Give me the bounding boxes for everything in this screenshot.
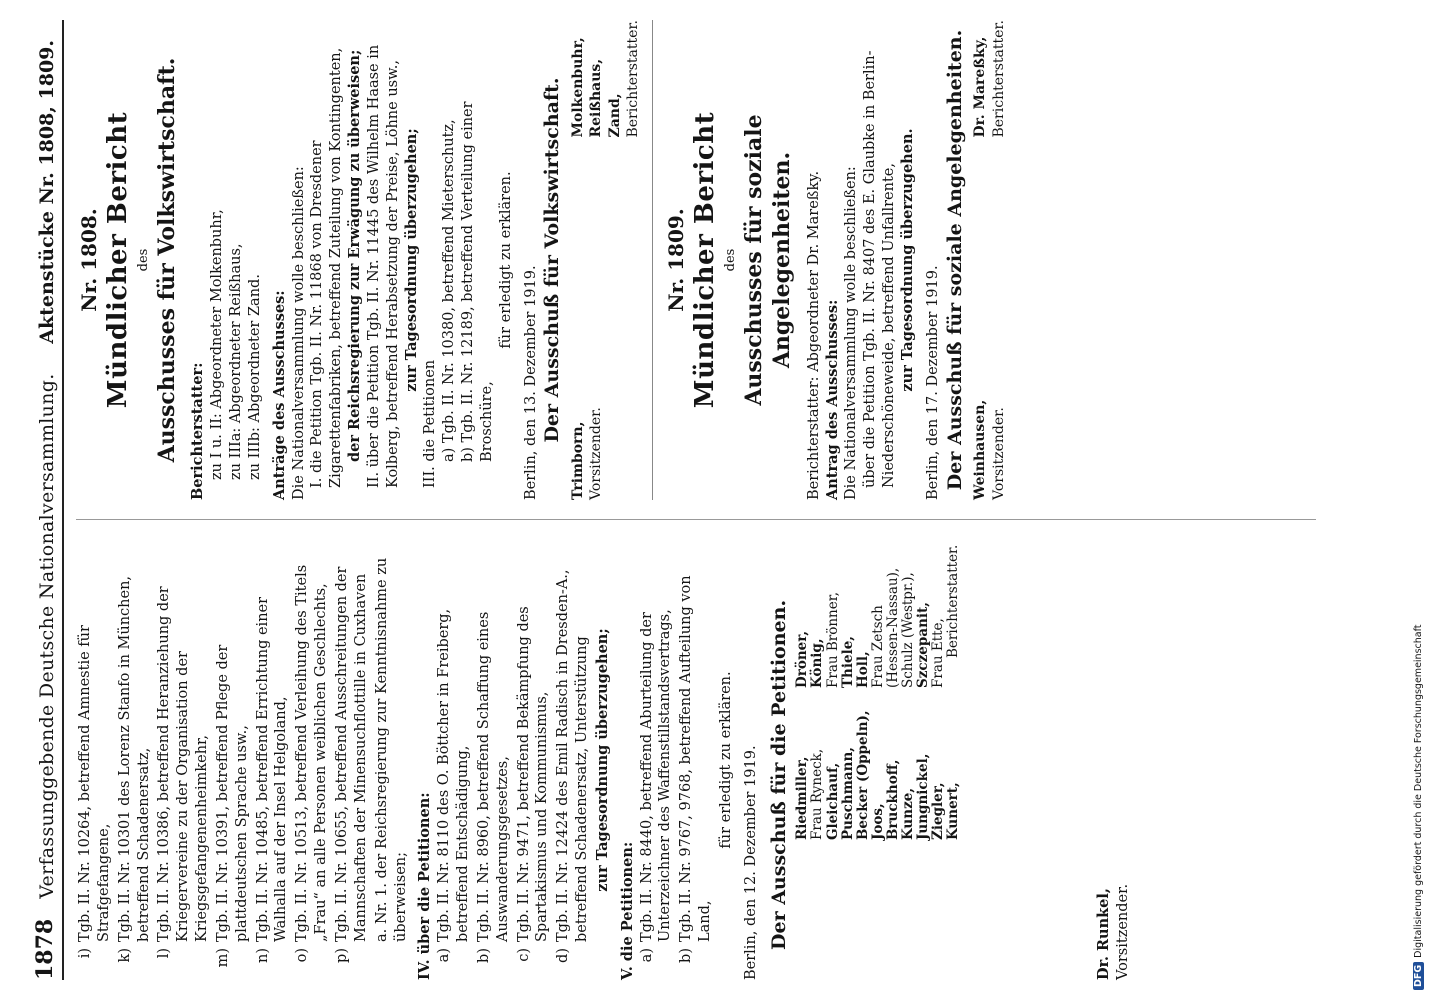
list-item: b) Tgb. II. Nr. 9767, 9768, betreffend Aufteilung von Land,: [678, 575, 714, 963]
list-item: n) Tgb. II. Nr. 10485, betreffend Errichtung einer Walhalla auf der Insel Helgoland,: [254, 596, 290, 963]
doc-number-1808: Nr. 1808.: [77, 208, 101, 312]
list-item: p) Tgb. II. Nr. 10655, betreffend Ausschreitungen der Mannschaften der Minensuchflottille in Cuxhaven: [333, 566, 369, 963]
publication-title: Verfassunggebende Deutsche Nationalversammlung.: [36, 373, 58, 899]
right-column: [76, 20, 1316, 500]
motion-heading-2: Antrag des Ausschusses:: [823, 299, 841, 500]
reporter-block-2: [971, 20, 1007, 138]
committee-title-1: Ausschusses für Volkswirtschaft.: [153, 57, 180, 463]
section-divider: [652, 20, 653, 500]
member: Gleichauf,: [824, 762, 841, 840]
motion-text-2: über die Petition Tgb. II. Nr. 8407 des E. Glaubke in Berlin-Niederschöneweide, betreffend Unfallrente,: [862, 50, 898, 488]
left-column: [76, 540, 1132, 980]
section-v-resolution: für erledigt zu erklären.: [718, 671, 734, 849]
motions-intro: Die Nationalversammlung wolle beschließen:: [290, 166, 307, 500]
list-item: c) Tgb. II. Nr. 9471, betreffend Bekämpfung des Spartakismus und Kommunismus,: [515, 606, 551, 962]
reporter-role: Berichterstatter.: [990, 20, 1007, 138]
column-divider: [76, 519, 1316, 520]
member: Kunze,: [900, 787, 917, 840]
member: Frau Ette,: [930, 618, 947, 688]
member: Joos,: [869, 803, 886, 840]
reporter-name: Zand,: [606, 93, 623, 138]
signatures-1: [569, 20, 642, 500]
member: Jungnickel,: [915, 753, 932, 840]
chair-block: [795, 840, 1133, 980]
digitization-credit-text: Digitalisierung gefördert durch die Deutsche Forschungsgemeinschaft: [1412, 624, 1424, 958]
member: Szczepanit,: [915, 602, 932, 688]
reporters-block-1: [189, 20, 264, 500]
reporter-line: zu IIIb: Abgeordneter Zand.: [246, 274, 263, 480]
member: Schulz (Westpr.),: [900, 572, 917, 688]
member: Puschmann,: [839, 747, 856, 840]
doc-number-1809: Nr. 1809.: [663, 208, 688, 312]
member: Kunert,: [945, 782, 962, 840]
section-v-title: V. die Petitionen:: [618, 841, 636, 980]
motion-iii-item: b) Tgb. II. Nr. 12189, betreffend Verteilung einer Broschüre,: [460, 101, 495, 462]
member: Holl,: [854, 651, 871, 688]
reporters-line-2: Berichterstatter: Abgeordneter Dr. Mareßky.: [805, 170, 822, 500]
member: Frau Ryneck,: [809, 748, 826, 840]
member: König,: [809, 638, 826, 688]
motion-ii-resolution: zur Tagesordnung überzugehen;: [402, 128, 420, 392]
motion-ii: II. über die Petition Tgb. II. Nr. 11445 des Wilhelm Haase in Kolberg, betreffend Herabsetzung der Preise, Löhne usw.,: [365, 44, 401, 488]
signatures: [795, 540, 1133, 980]
motion-iii: III. die Petitionen: [422, 359, 439, 488]
reporter-line: zu I u. II: Abgeordneter Molkenbuhr,: [209, 209, 226, 480]
sub-item: a. Nr. 1. der Reichsregierung zur Kenntnisnahme zu überweisen;: [373, 557, 409, 942]
reporter-name: Molkenbuhr,: [570, 37, 587, 138]
chair-role: Vorsitzender.: [1115, 883, 1132, 980]
committee-sign-1: Der Ausschuß für Volkswirtschaft.: [541, 77, 564, 443]
list-item: l) Tgb. II. Nr. 10386, betreffend Heranziehung der Kriegervereine zu der Organisation der Kriegsgefangenenheimkehr,: [156, 586, 211, 959]
report-title-1: Mündlicher Bericht: [103, 111, 133, 409]
motion-i: I. die Petition Tgb. II. Nr. 11868 von Dresdener Zigarettenfabriken, betreffend Zuteilung von Kontingenten,: [309, 47, 345, 488]
reporter-line: zu IIIa: Abgeordneter Reißhaus,: [227, 243, 244, 480]
chair-block-2: [971, 400, 1007, 500]
chair-role: Vorsitzender.: [588, 407, 605, 500]
des-2: des: [722, 248, 738, 272]
member: Bruckhoff,: [885, 759, 902, 840]
section-iv-resolution: zur Tagesordnung überzugehen;: [593, 628, 611, 892]
committee-title-2: Ausschusses für soziale Angelegenheiten.: [740, 114, 796, 406]
member: Frau Zetsch (Hessen-Nassau),: [869, 567, 902, 688]
list-item: d) Tgb. II. Nr. 12424 des Emil Radisch in Dresden-A., betreffend Schadenersatz, Unterstützung: [555, 569, 591, 963]
list-item: b) Tgb. II. Nr. 8960, betreffend Schaffung eines Auswanderungsgesetzes,: [475, 611, 511, 963]
page-header: [20, 20, 64, 980]
des-1: des: [135, 248, 151, 272]
document-reference: Aktenstücke Nr. 1808, 1809.: [36, 40, 58, 344]
chair-name: Weinhausen,: [972, 399, 989, 500]
member: Thiele,: [839, 636, 856, 688]
reporter-name: Dr. Mareßky,: [972, 36, 989, 138]
date-line-2: Berlin, den 17. Dezember 1919.: [924, 265, 941, 500]
reporters-role: Berichterstatter.: [945, 544, 962, 658]
member: Becker (Oppeln),: [854, 710, 871, 840]
digitization-credit: [1408, 10, 1428, 990]
report-title-2: Mündlicher Bericht: [689, 111, 720, 409]
committee-name: Der Ausschuß für die Petitionen.: [767, 599, 790, 950]
motion-intro-2: Die Nationalversammlung wolle beschließen:: [843, 166, 860, 500]
date-line-1: Berlin, den 13. Dezember 1919.: [522, 265, 539, 500]
dfg-logo: DFG: [1413, 962, 1424, 990]
date-line: Berlin, den 12. Dezember 1919.: [742, 745, 759, 980]
list-item: a) Tgb. II. Nr. 8440, betreffend Aburteilung der Unterzeichner des Waffenstillstandsvertrags,: [638, 609, 674, 963]
chair-role: Vorsitzender.: [990, 407, 1007, 500]
motion-iii-resolution: für erledigt zu erklären.: [497, 171, 514, 349]
digitization-credit-text-wrap: [1408, 10, 1428, 990]
section-iv-title: IV. über die Petitionen:: [416, 792, 434, 980]
chair-name: Trimborn,: [570, 421, 587, 500]
reporter-name: Reißhaus,: [588, 58, 605, 138]
member: Riedmiller,: [794, 756, 811, 840]
motion-iii-item: a) Tgb. II. Nr. 10380, betreffend Mieterschutz,: [441, 119, 458, 462]
page-number: 1878: [32, 918, 58, 980]
list-item: k) Tgb. II. Nr. 10301 des Lorenz Stanfo in München, betreffend Schadenersatz,: [116, 575, 152, 963]
reporter-block-1: [569, 20, 642, 138]
motion-i-resolution: der Reichsregierung zur Erwägung zu überweisen;: [346, 49, 364, 462]
list-item: o) Tgb. II. Nr. 10513, betreffend Verleihung des Titels „Frau“ an alle Personen weiblichen Geschlechts,: [294, 564, 330, 963]
member: Frau Brönner,: [824, 592, 841, 688]
member: Ziegler,: [930, 782, 947, 840]
list-item: a) Tgb. II. Nr. 8110 des O. Böttcher in Freiberg, betreffend Entschädigung,: [436, 608, 472, 963]
members-list: [794, 544, 1133, 840]
motions-heading: Anträge des Ausschusses:: [270, 290, 288, 500]
signatures-2: [971, 20, 1007, 500]
reporters-heading: Berichterstatter:: [189, 362, 207, 500]
list-item: i) Tgb. II. Nr. 10264, betreffend Amnestie für Strafgefangene,: [77, 625, 112, 959]
chair-block-1: [569, 407, 642, 500]
list-item: m) Tgb. II. Nr. 10391, betreffend Pflege der plattdeutschen Sprache usw.,: [214, 644, 250, 968]
reporter-role: Berichterstatter.: [624, 20, 641, 138]
motion-resolution-2: zur Tagesordnung überzugehen.: [899, 128, 916, 392]
chair-name: Dr. Runkel,: [1095, 888, 1113, 980]
member: Dröner,: [794, 630, 811, 688]
committee-sign-2: Der Ausschuß für soziale Angelegenheiten.: [943, 29, 966, 491]
rotated-page-content: [20, 20, 1320, 980]
